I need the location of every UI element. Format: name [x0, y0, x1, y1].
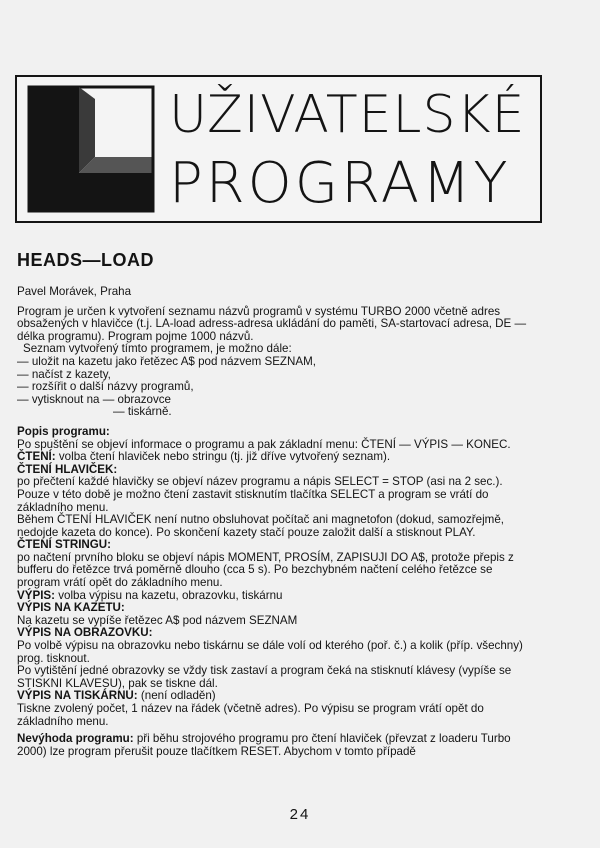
intro-paragraph-2: Seznam vytvořený tímto programem, je možno dále:	[23, 342, 292, 356]
section-text: Po vytištění jedné obrazovky se vždy tisk zastaví a program čeká na stisknutí klávesy (vypíše se STISKNI KLAVESU), pak se tiskne dál.	[17, 664, 512, 690]
section-text: Během ČTENÍ HLAVIČEK není nutno obsluhovat počítač ani magnetofon (dokud, samozřejmě, nedojde kazeta do konce). Po skončení kazety stačí pouze založit další a stisknout PLAY.	[17, 513, 504, 539]
list-item: — uložit na kazetu jako řetězec A$ pod názvem SEZNAM,	[17, 354, 317, 368]
page-number: 24	[289, 806, 311, 823]
section-title-line-1	[169, 85, 525, 145]
section-heading: ČTENÍ STRINGU:	[17, 538, 112, 552]
author: Pavel Morávek, Praha	[17, 285, 132, 298]
section-text: Po volbě výpisu na obrazovku nebo tiskárnu se dále volí od kterého (poř. č.) a kolik (příp. všechny) prog. tisknout.	[17, 639, 523, 665]
section-title-line-2	[169, 151, 511, 216]
section-text: po přečtení každé hlavičky se objeví název programu a nápis SELECT = STOP (asi na 2 sec.). Pouze v této době je možno čtení zastavit stisknutím tlačítka SELECT a program se vrátí do základního menu.	[17, 475, 503, 514]
section-title-2-text: PROGRAMY	[169, 151, 511, 216]
section-label: ČTENÍ:	[17, 450, 56, 464]
section-heading: ČTENÍ HLAVIČEK:	[17, 462, 118, 476]
section-text: Na kazetu se vypíše řetězec A$ pod názvem SEZNAM	[17, 613, 298, 627]
section-inline-text: při běhu strojového programu pro čtení hlaviček (převzat z loaderu Turbo 2000) lze program přerušit pouze tlačítkem RESET. Abychom v tomto případě	[17, 732, 511, 758]
section-banner	[15, 75, 542, 223]
article-body	[17, 286, 529, 758]
list-item: — načíst z kazety,	[17, 367, 111, 381]
list-item: — vytisknout na — obrazovce	[17, 392, 172, 406]
section-text: po načtení prvního bloku se objeví nápis MOMENT, PROSÍM, ZAPISUJI DO A$, protože přepis z bufferu do řetězce trvá poměrně dlouho (cca 5 s). Po bezchybném načtení celého řetězce se program vrátí opět do základního menu.	[17, 550, 514, 590]
section-text: Tiskne zvolený počet, 1 název na řádek (včetně adres). Po výpisu se program vrátí opět do základního menu.	[17, 702, 484, 728]
list-subitem: — tiskárně.	[113, 405, 172, 419]
section-logo-l	[25, 85, 165, 217]
section-heading: Popis programu:	[17, 424, 110, 438]
article-title: HEADS—LOAD	[17, 250, 155, 270]
intro-paragraph: Program je určen k vytvoření seznamu názvů programů v systému TURBO 2000 včetně adres obsažených v hlavičce (t.j. LA-load adress-adresa ukládání do paměti, SA-startovací adresa, DE — délka programu). Program pojme 1000 názvů.	[17, 304, 527, 343]
section-heading: VÝPIS NA OBRAZOVKU:	[17, 626, 153, 640]
section-text	[17, 733, 529, 758]
section-inline-text: volba čtení hlaviček nebo stringu (tj. již dříve vytvořený seznam).	[55, 450, 391, 464]
section-label: VÝPIS:	[17, 588, 56, 602]
section-heading: VÝPIS NA KAZETU:	[17, 601, 125, 615]
section-inline-text: (není odladěn)	[137, 689, 216, 703]
list-item: — rozšířit o další názvy programů,	[17, 380, 194, 394]
section-inline-text: volba výpisu na kazetu, obrazovku, tiskárnu	[55, 588, 283, 602]
section-text: Po spuštění se objeví informace o programu a pak základní menu: ČTENÍ — VÝPIS — KONEC.	[17, 437, 511, 451]
section-text	[17, 451, 529, 464]
section-label: VÝPIS NA TISKÁRNU:	[17, 689, 138, 703]
section-label: Nevýhoda programu:	[17, 732, 134, 746]
section-title-1-text: UŽIVATELSKÉ	[169, 85, 526, 145]
